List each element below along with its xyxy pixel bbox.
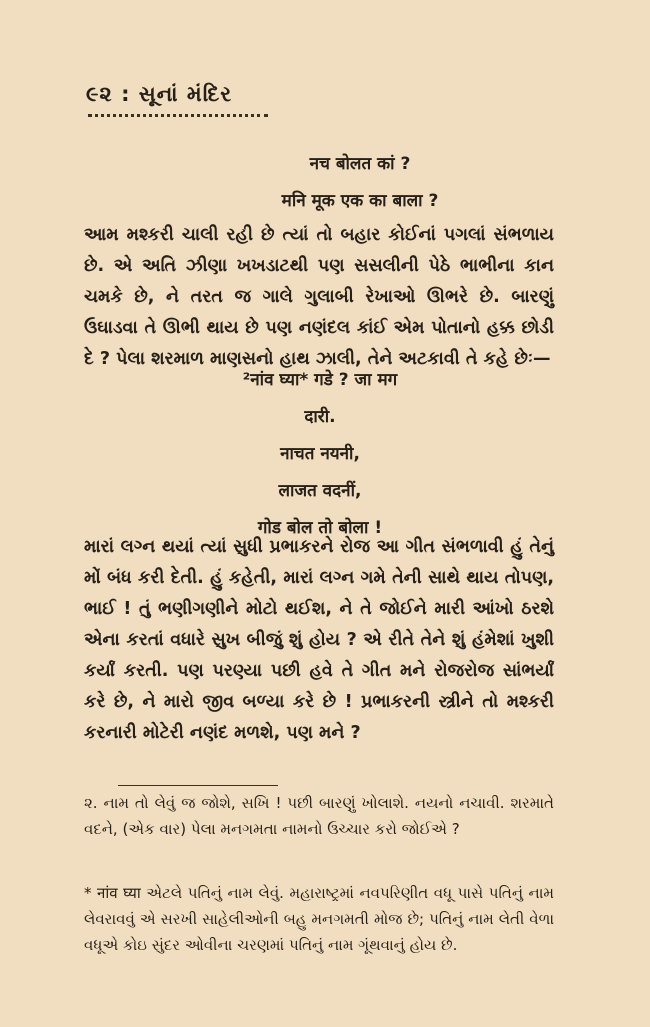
verse-line: ²नांव घ्या* गडे ? जा मग दारी. (242, 370, 398, 427)
footnote-divider (118, 785, 278, 786)
verse-block-2 (240, 362, 400, 547)
verse-line: लाजत वदनीं, (278, 481, 362, 501)
verse-line: नच बोलत कां ? (309, 154, 411, 174)
paragraph-1: આમ મશ્કરી ચાલી રહી છે ત્યાં તો બહાર કોઈનાં પગલાં સંભળાય છે. એ અતિ ઝીણા ખખડાટથી પણ સસલીની પેઠે ભાભીના કાન ચમકે છે, ને તરત જ ગાલે ગુલાબી રેખાઓ ઊભરે છે. બારણું ઉઘાડવા તે ઊભી થાય છે પણ નણંદલ કાંઈ એમ પોતાનો હક્ક છોડી દે ? પેલા શરમાળ માણસનો હાથ ઝાલી, તેને અટકાવી તે કહે છેઃ— (84, 225, 554, 369)
verse-block-1 (250, 146, 470, 220)
footnote-star: * नांव घ्या એટલે પતિનું નામ લેવું. મહારાષ્ટ્રમાં નવપરિણીત વધૂ પાસે પતિનું નામ લેવરાવવું એ સરખી સાહેલીઓની બહુ મનગમતી મોજ છે; પતિનું નામ લેતી વેળા વધૂએ કોઇ સુંદર ઓવીના ચરણમાં પતિનું નામ ગૂંથવાનું હોય છે. (84, 884, 554, 954)
footnote-2: ૨. નામ તો લેવું જ જોશે, સખિ ! પછી બારણું ખોલાશે. નયનો નચાવી. શરમાતે વદને, (એક વાર) પેલા મનગમતા નામનો ઉચ્ચાર કરો જોઈએ ? (84, 794, 554, 838)
verse-line: गोड बोल तो बोला ! (257, 518, 383, 538)
header-dotted-rule (88, 114, 268, 117)
verse-line: मनि मूक एक का बाला ? (281, 191, 439, 211)
page-header: ૯૨ : સૂનાં મંદિર (86, 82, 233, 106)
verse-line: नाचत नयनी, (280, 444, 360, 464)
paragraph-2: મારાં લગ્ન થયાં ત્યાં સુધી પ્રભાકરને રોજ આ ગીત સંભળાવી હું તેનું મોં બંધ કરી દેતી. હું કહેતી, મારાં લગ્ન ગમે તેની સાથે થાય તોપણ, ભાઈ ! તું ભણીગણીને મોટો થઈશ, ને તે જોઈને મારી આંખો ઠરશે એના કરતાં વધારે સુખ બીજું શું હોય ? એ રીતે તેને શું હંમેશાં ખુશી કર્યાં કરતી. પણ પરણ્યા પછી હવે તે ગીત મને રોજરોજ સાંભર્યાં કરે છે, ને મારો જીવ બળ્યા કરે છે ! પ્રભાકરની સ્ત્રીને તો મશ્કરી કરનારી મોટેરી નણંદ મળશે, પણ મને ? (84, 537, 554, 743)
